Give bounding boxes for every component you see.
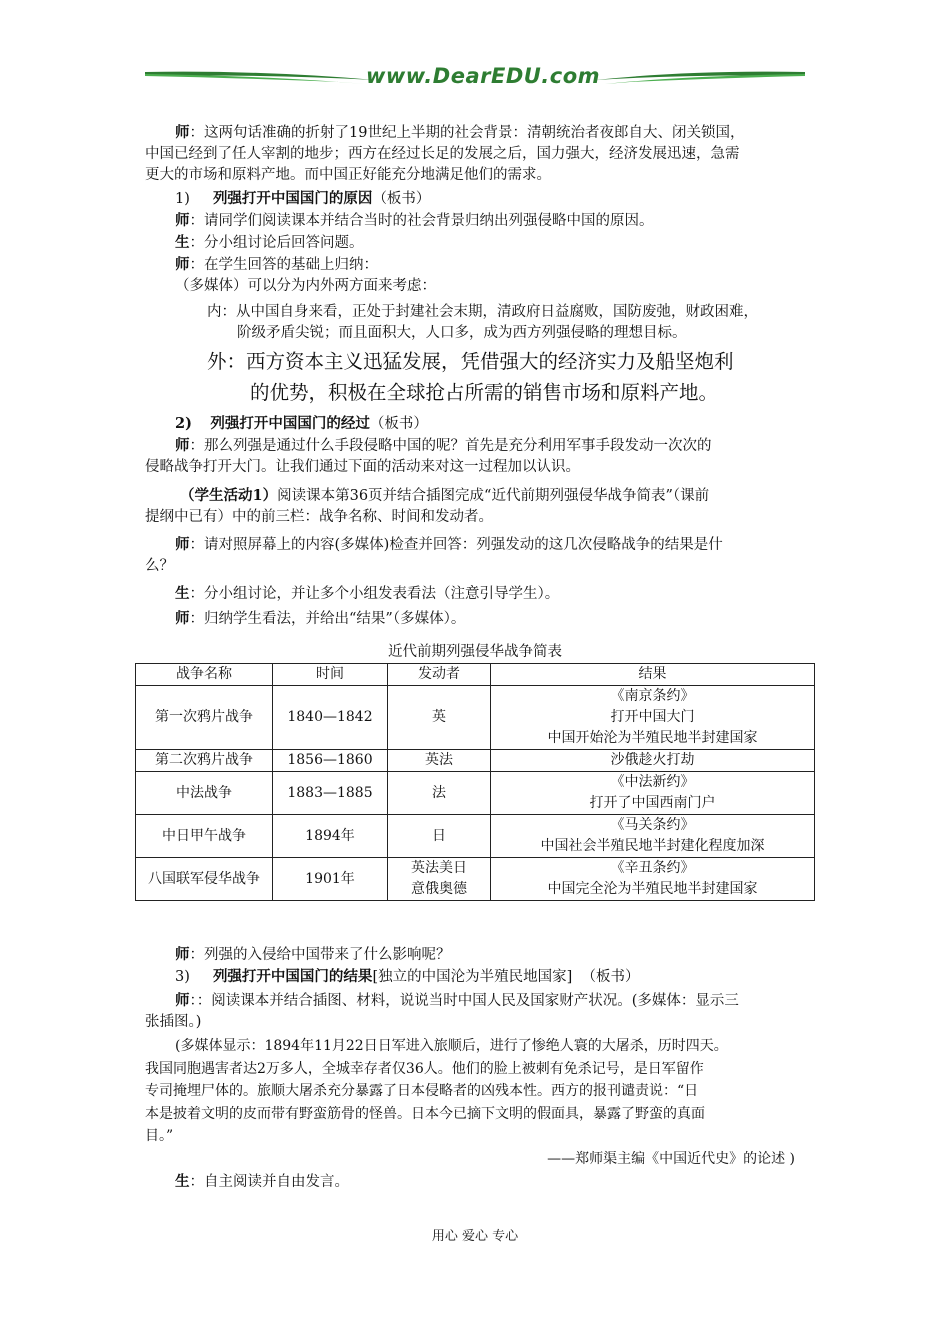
speaker-label: 生 [175,585,190,602]
para-wai [145,346,810,408]
cell-result [491,750,815,772]
speaker-label: 师 [175,212,190,229]
section-title: 列强打开中国国门的原因 [212,190,373,207]
section-title: 列强打开中国国门的经过 [210,415,370,432]
cell-time: 1840—1842 [273,686,388,750]
speaker-label: 师 [175,124,190,141]
page-footer: 用心 爱心 专心 [431,1229,519,1244]
table-row [136,686,815,750]
speaker-label: 师 [175,946,190,963]
speaker-label: 师 [175,536,190,553]
text-line: 外：西方资本主义迅猛发展，凭借强大的经济实力及船坚炮利 [207,350,734,373]
cell-result-line: 《中法新约》 [610,774,695,790]
section-number: 2) [175,415,192,432]
cell-time: 1894年 [273,815,388,858]
cell-initiator [388,750,491,772]
cell-result-line: 中国完全沦为半殖民地半封建国家 [547,881,758,897]
text-line: ：这两句话准确的折射了19世纪上半期的社会背景：清朝统治者夜郎自大、闭关锁国， [189,125,745,141]
war-summary-table [135,663,815,901]
section-number: 1) [175,191,190,207]
cell-war-name: 八国联军侵华战争 [136,858,273,901]
table-row [136,815,815,858]
cell-war-name: 中日甲午战争 [136,815,273,858]
para-sec3 [145,990,810,1033]
site-logo-text[interactable]: www.DearEDU.com [365,64,601,88]
section-heading-1 [145,188,810,210]
text-line: 更大的市场和原料产地。而中国正好能充分地满足他们的需求。 [145,167,551,183]
cell-result-line: 打开了中国西南门户 [589,795,716,811]
para-sec3-end [145,1171,810,1193]
column-header: 战争名称 [136,664,273,686]
cell-initiator-line: 日 [432,827,446,844]
cell-war-name: 第一次鸦片战争 [136,686,273,750]
section-heading-2 [145,413,810,435]
cell-initiator [388,815,491,858]
cell-time: 1883—1885 [273,772,388,815]
column-header: 发动者 [388,664,491,686]
text-line: 内：从中国自身来看，正处于封建社会末期，清政府日益腐败，国防废弛，财政困难， [207,304,758,320]
cell-initiator-line: 英 [432,709,446,725]
text-line: 么？ [145,558,174,574]
text-line: (多媒体显示：1894年11月22日日军进入旅顺后，进行了惨绝人寰的大屠杀，历时四天。 [175,1038,728,1054]
speaker-label: 师 [175,610,190,627]
cell-result-line: 沙俄趁火打劫 [610,752,695,768]
text-line: 阶级矛盾尖锐；而且面积大，人口多，成为西方列强侵略的理想目标。 [237,325,687,341]
text-line: （多媒体）可以分为内外两方面来考虑： [175,278,436,294]
table-caption: 近代前期列强侵华战争简表 [388,644,562,660]
column-header: 时间 [273,664,388,686]
section-subtitle: [独立的中国沦为半殖民地国家] [372,969,573,985]
column-header: 结果 [491,664,815,686]
text-line: ：分小组讨论，并让多个小组发表看法（注意引导学生）。 [189,586,560,602]
para-sec2 [145,435,810,630]
cell-time: 1856—1860 [273,750,388,772]
table-row [136,750,815,772]
cell-initiator [388,858,491,901]
section-title: 列强打开中国国门的结果 [212,968,373,985]
speaker-label: 师 [175,992,190,1009]
cell-initiator [388,686,491,750]
table-header-row [136,664,815,686]
speaker-label: 生 [175,234,190,251]
text-line: 我国同胞遇害者达2万多人，全城幸存者仅36人。他们的脸上被刺有免杀记号，是日军留作 [145,1060,704,1077]
text-line: ：分小组讨论后回答问题。 [189,235,364,251]
cell-result-line: 《马关条约》 [610,817,695,833]
cell-result-line: 中国开始沦为半殖民地半封建国家 [547,730,758,746]
speaker-label: 师 [175,437,190,454]
activity-label: （学生活动1） [180,487,278,504]
para-intro [145,122,810,186]
para-sec1 [145,210,810,297]
cell-result [491,772,815,815]
cell-result-line: 打开中国大门 [610,709,695,725]
text-line: 的优势，积极在全球抢占所需的销售市场和原料产地。 [250,381,719,404]
citation: ——郑师渠主编《中国近代史》的论述 ) [547,1150,795,1167]
cell-war-name: 中法战争 [136,772,273,815]
speaker-label: 生 [175,1173,190,1190]
text-line: 专司掩埋尸体的。旅顺大屠杀充分暴露了日本侵略者的凶残本性。西方的报刊谴责说：“日 [145,1083,699,1099]
cell-initiator-line: 英法 [425,752,453,768]
cell-result [491,815,815,858]
section-number: 3) [175,969,190,985]
section-heading-3 [145,966,810,988]
text-line: 中国已经到了任人宰割的地步；西方在经过长足的发展之后，国力强大，经济发展迅速，急需 [145,146,740,162]
text-line: ：：阅读课本并结合插图、材料，说说当时中国人民及国家财产状况。(多媒体：显示三 [189,993,739,1009]
cell-initiator-line: 意俄奥德 [411,881,467,897]
text-line: ：那么列强是通过什么手段侵略中国的呢？首先是充分利用军事手段发动一次次的 [189,438,712,454]
para-nei [145,302,810,344]
cell-result-line: 《辛丑条约》 [610,860,695,876]
text-line: 目。” [145,1128,174,1144]
cell-result-line: 中国社会半殖民地半封建化程度加深 [540,838,765,854]
section-note: （板书） [369,416,428,432]
cell-war-name: 第二次鸦片战争 [136,750,273,772]
text-line: ：自主阅读并自由发言。 [189,1174,349,1190]
cell-result [491,686,815,750]
text-line: 阅读课本第36页并结合插图完成“近代前期列强侵华战争简表”（课前 [277,488,710,504]
para-sec3-pre [145,944,810,966]
text-line: ：归纳学生看法，并给出“结果”（多媒体）。 [189,611,466,627]
text-line: 本是披着文明的皮而带有野蛮筋骨的怪兽。日本今已摘下文明的假面具，暴露了野蛮的真面 [145,1105,705,1122]
table-row [136,858,815,901]
text-line: ：列强的入侵给中国带来了什么影响呢？ [189,947,451,963]
cell-time: 1901年 [273,858,388,901]
section-note: （板书） [372,191,431,207]
text-line: ：请同学们阅读课本并结合当时的社会背景归纳出列强侵略中国的原因。 [189,213,654,229]
cell-result-line: 《南京条约》 [610,688,695,704]
table-row [136,772,815,815]
cell-initiator [388,772,491,815]
media-quote [145,1035,810,1170]
text-line: 张插图。) [145,1014,202,1030]
text-line: 提纲中已有）中的前三栏：战争名称、时间和发动者。 [145,509,493,525]
section-note: （板书） [581,969,640,985]
text-line: 侵略战争打开大门。让我们通过下面的活动来对这一过程加以认识。 [145,459,580,475]
text-line: ：请对照屏幕上的内容(多媒体)检查并回答：列强发动的这几次侵略战争的结果是什 [189,537,723,553]
cell-initiator-line: 法 [432,784,446,801]
site-header [140,60,810,100]
text-line: ：在学生回答的基础上归纳： [189,257,378,273]
cell-initiator-line: 英法美日 [411,860,467,876]
cell-result [491,858,815,901]
speaker-label: 师 [175,256,190,273]
